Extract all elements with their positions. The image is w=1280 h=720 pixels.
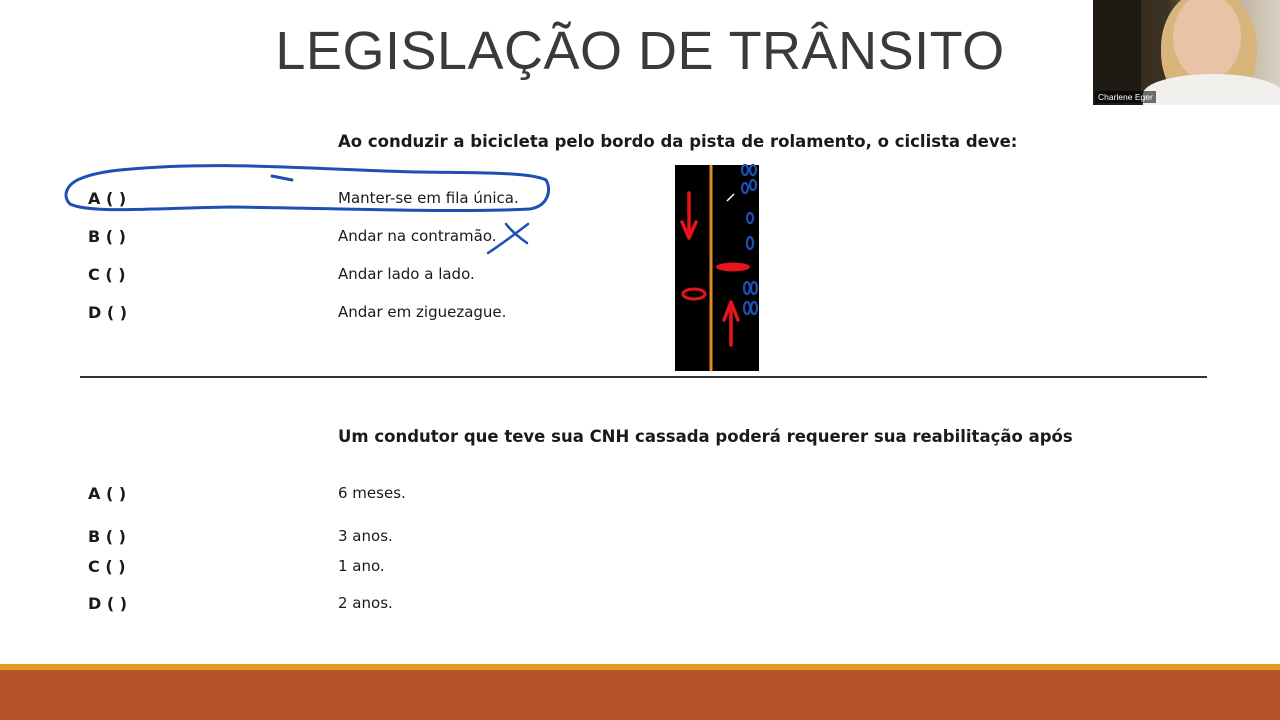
participant-body <box>1143 74 1280 105</box>
video-background-shelf <box>1093 0 1141 105</box>
q2-option-c-letter: C ( ) <box>88 557 126 576</box>
question-2-text: Um condutor que teve sua CNH cassada poderá requerer sua reabilitação após <box>338 427 1073 446</box>
q2-option-a-text: 6 meses. <box>338 484 406 502</box>
participant-video-tile[interactable] <box>1093 0 1280 105</box>
q1-option-b-text: Andar na contramão. <box>338 227 497 245</box>
q2-option-b-text: 3 anos. <box>338 527 393 545</box>
participant-name-label: Charlene Eger <box>1095 91 1156 103</box>
q1-option-d-letter: D ( ) <box>88 303 128 322</box>
ink-tick-mark <box>272 176 292 180</box>
q1-option-a-letter: A ( ) <box>88 189 127 208</box>
q1-option-c-letter: C ( ) <box>88 265 126 284</box>
q1-option-a-text: Manter-se em fila única. <box>338 189 519 207</box>
q1-option-c-text: Andar lado a lado. <box>338 265 475 283</box>
q2-option-c-text: 1 ano. <box>338 557 385 575</box>
question-1-text: Ao conduzir a bicicleta pelo bordo da pista de rolamento, o ciclista deve: <box>338 132 1018 151</box>
q2-option-d-text: 2 anos. <box>338 594 393 612</box>
road-illustration <box>675 165 759 371</box>
section-divider <box>80 376 1207 378</box>
q1-option-b-letter: B ( ) <box>88 227 126 246</box>
q2-option-d-letter: D ( ) <box>88 594 128 613</box>
q2-option-a-letter: A ( ) <box>88 484 127 503</box>
q1-option-d-text: Andar em ziguezague. <box>338 303 507 321</box>
footer-bar <box>0 670 1280 720</box>
slide-title: LEGISLAÇÃO DE TRÂNSITO <box>275 21 1005 81</box>
q2-option-b-letter: B ( ) <box>88 527 126 546</box>
